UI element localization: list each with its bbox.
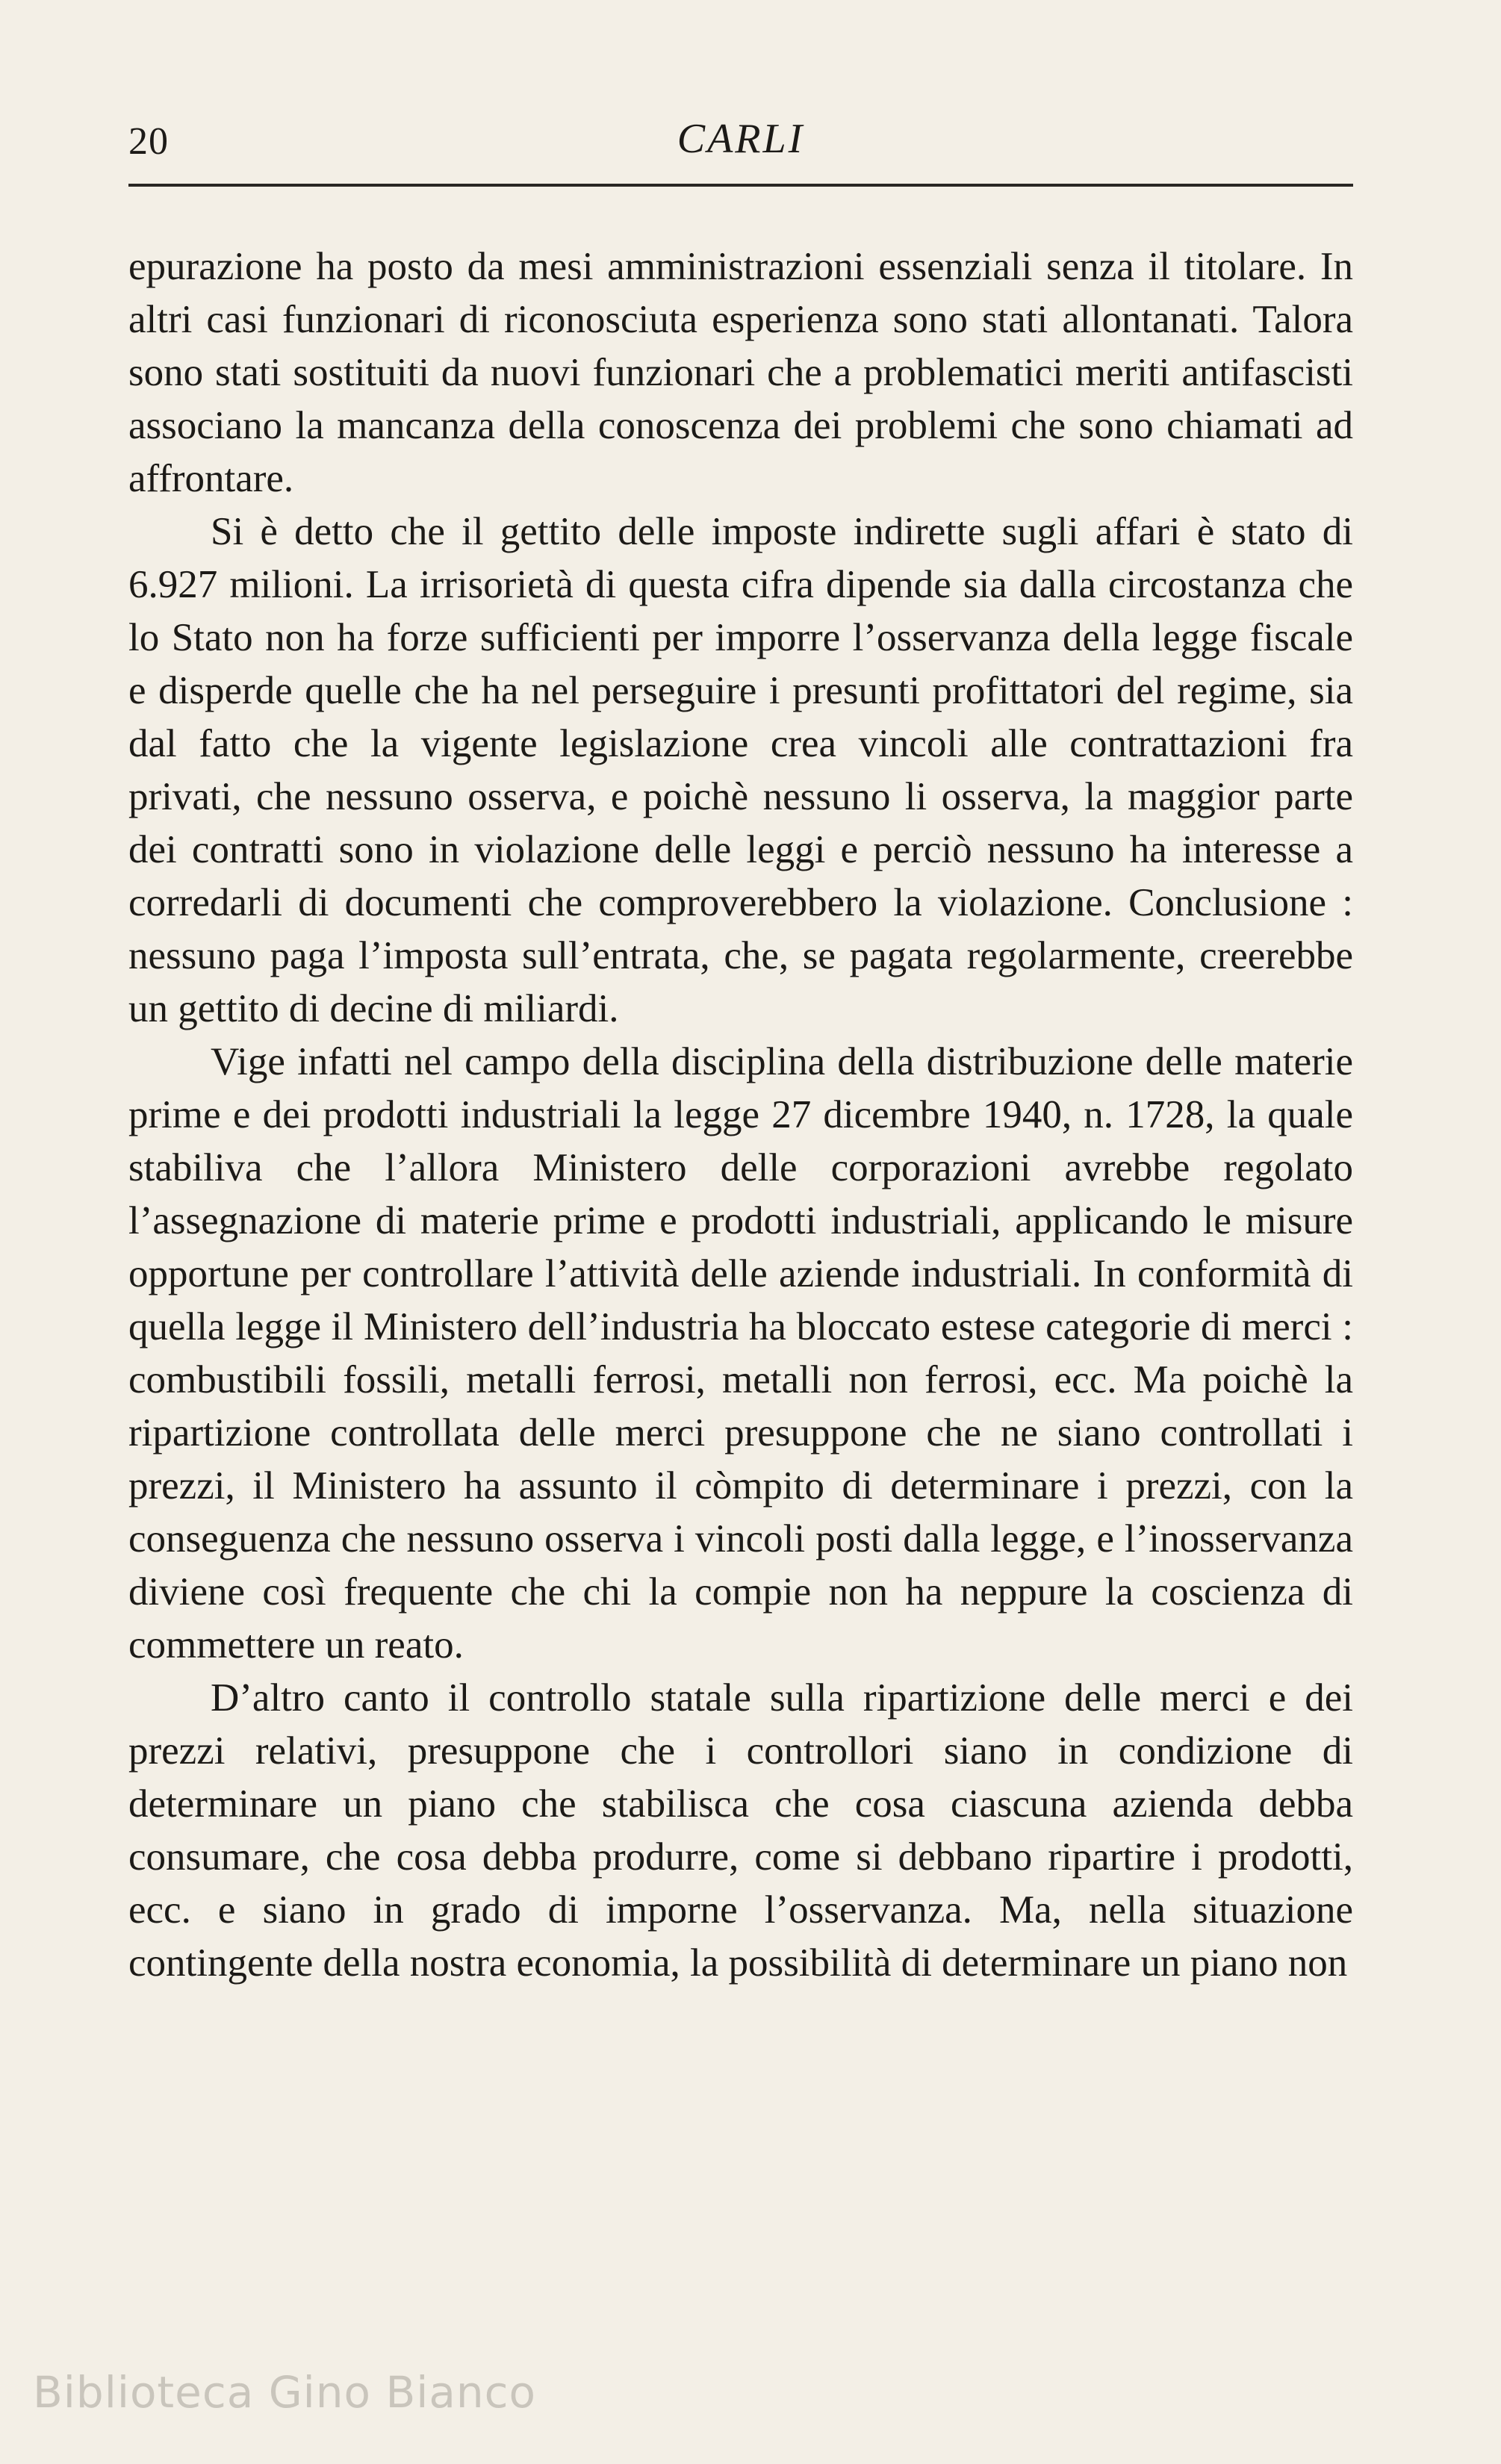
paragraph-3: Vige infatti nel campo della disciplina della distribuzione delle materie prime e dei prodotti industriali la legge 27 dicembre 1940, n. 1728, la quale stabiliva che l’allora Ministero delle corporazioni avrebbe regolato l’assegnazione di materie prime e prodotti industriali, applicando le misure opportune per controllare l’attività delle aziende industriali. In conformità di quella legge il Ministero dell’industria ha bloccato estese categorie di merci : combustibili fossili, metalli ferrosi, metalli non ferrosi, ecc. Ma poichè la ripartizione controllata delle merci presuppone che ne siano controllati i prezzi, il Ministero ha assunto il còmpito di determinare i prezzi, con la conseguenza che nessuno osserva i vincoli posti dalla legge, e l’inosservanza diviene così frequente che chi la compie non ha neppure la coscienza di commettere un reato. (128, 1040, 1353, 1667)
library-watermark: Biblioteca Gino Bianco (33, 2367, 537, 2418)
paragraph-4: D’altro canto il controllo statale sulla ripartizione delle merci e dei prezzi relativi, presuppone che i controllori siano in condizione di determinare un piano che stabilisca che cosa ciascuna azienda debba consumare, che cosa debba produrre, come si debbano ripartire i prodotti, ecc. e siano in grado di imporne l’osservanza. Ma, nella situazione contingente della nostra economia, la possibilità di determinare un piano non (128, 1676, 1353, 1985)
page-header (128, 112, 1353, 179)
body-text (128, 240, 1353, 1990)
paragraph-2: Si è detto che il gettito delle imposte indirette sugli affari è stato di 6.927 milioni. La irrisorietà di questa cifra dipende sia dalla circostanza che lo Stato non ha forze sufficienti per imporre l’osservanza della legge fiscale e disperde quelle che ha nel perseguire i presunti profittatori del regime, sia dal fatto che la vigente legislazione crea vincoli alle contrattazioni fra privati, che nessuno osserva, e poichè nessuno li osserva, la maggior parte dei contratti sono in violazione delle leggi e perciò nessuno ha interesse a corredarli di documenti che comproverebbero la violazione. Conclusione : nessuno paga l’imposta sull’entrata, che, se pagata regolarmente, creerebbe un gettito di decine di miliardi. (128, 510, 1353, 1030)
page-number: 20 (128, 120, 169, 163)
running-head: CARLI (677, 116, 805, 162)
header-rule (128, 184, 1353, 187)
paragraph-1: epurazione ha posto da mesi amministrazioni essenziali senza il titolare. In altri casi funzionari di riconosciuta esperienza sono stati allontanati. Talora sono stati sostituiti da nuovi funzionari che a problematici meriti antifascisti associano la mancanza della conoscenza dei problemi che sono chiamati ad affrontare. (128, 245, 1353, 500)
